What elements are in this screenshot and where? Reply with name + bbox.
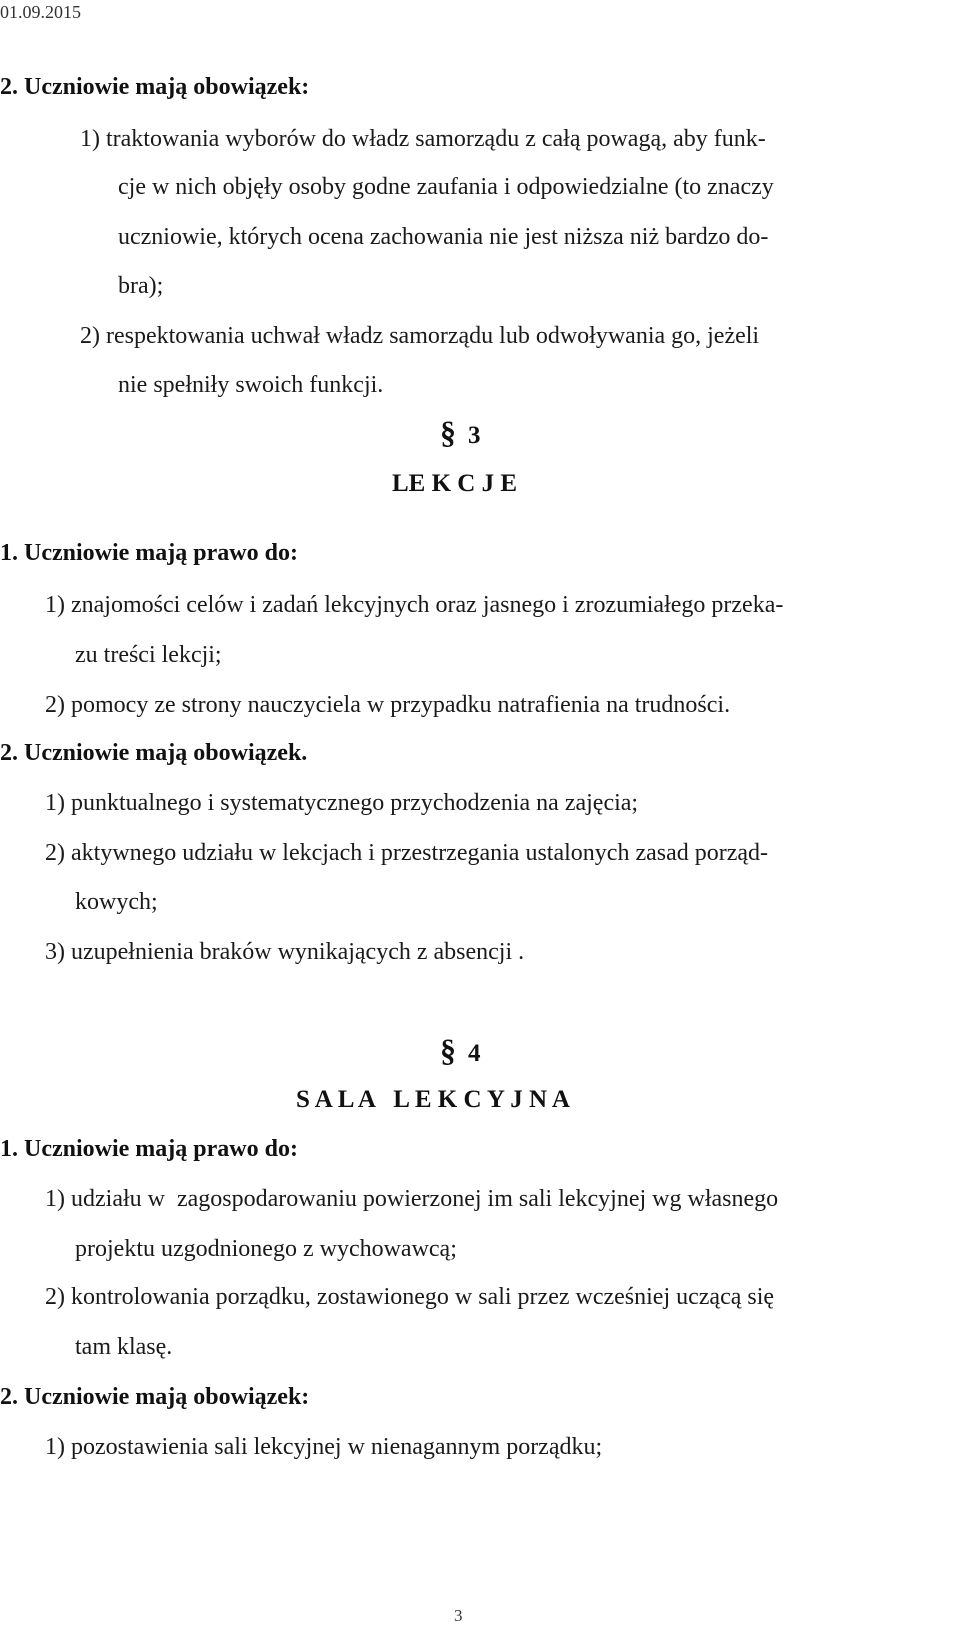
rights-heading: 1. Uczniowie mają prawo do: (0, 540, 298, 566)
list-item-continuation: zu treści lekcji; (75, 642, 222, 668)
list-item-continuation: bra); (118, 273, 164, 299)
section-3-number: § 3 (440, 414, 481, 450)
list-item-continuation: tam klasę. (75, 1334, 173, 1360)
list-item-continuation: uczniowie, których ocena zachowania nie jest niższa niż bardzo do- (118, 224, 769, 250)
list-item-continuation: cje w nich objęły osoby godne zaufania i odpowiedzialne (to znaczy (118, 174, 774, 200)
list-item: 1) pozostawienia sali lekcyjnej w nienagannym porządku; (45, 1434, 603, 1460)
list-item: 1) udziału w zagospodarowaniu powierzonej im sali lekcyjnej wg własnego (45, 1186, 779, 1212)
list-item: 2) respektowania uchwał władz samorządu lub odwoływania go, jeżeli (80, 323, 760, 349)
list-item: 2) aktywnego udziału w lekcjach i przestrzegania ustalonych zasad porząd- (45, 840, 769, 866)
list-item: 1) traktowania wyborów do władz samorządu z całą powagą, aby funk- (80, 126, 766, 152)
section-4-number: § 4 (440, 1032, 481, 1068)
list-item: 2) pomocy ze strony nauczyciela w przypadku natrafienia na trudności. (45, 692, 731, 718)
obligations-heading: 2. Uczniowie mają obowiązek. (0, 740, 308, 766)
section-4-title: S A L A L E K C Y J N A (296, 1086, 570, 1113)
list-item: 1) punktualnego i systematycznego przychodzenia na zajęcia; (45, 790, 639, 816)
list-item: 1) znajomości celów i zadań lekcyjnych oraz jasnego i zrozumiałego przeka- (45, 592, 784, 618)
list-item-continuation: projektu uzgodnionego z wychowawcą; (75, 1236, 457, 1262)
document-date: 01.09.2015 (0, 2, 81, 22)
section-sign-icon: § (440, 1032, 456, 1068)
section-sign-icon: § (440, 414, 456, 450)
section-3-title: LE K C J E (392, 470, 518, 497)
list-item-continuation: nie spełniły swoich funkcji. (118, 372, 384, 398)
list-item: 2) kontrolowania porządku, zostawionego w sali przez wcześniej uczącą się (45, 1284, 775, 1310)
obligations-heading: 2. Uczniowie mają obowiązek: (0, 74, 310, 100)
list-item-continuation: kowych; (75, 889, 158, 915)
rights-heading: 1. Uczniowie mają prawo do: (0, 1136, 298, 1162)
obligations-heading: 2. Uczniowie mają obowiązek: (0, 1384, 310, 1410)
page-number: 3 (454, 1606, 463, 1625)
list-item: 3) uzupełnienia braków wynikających z absencji . (45, 939, 525, 965)
